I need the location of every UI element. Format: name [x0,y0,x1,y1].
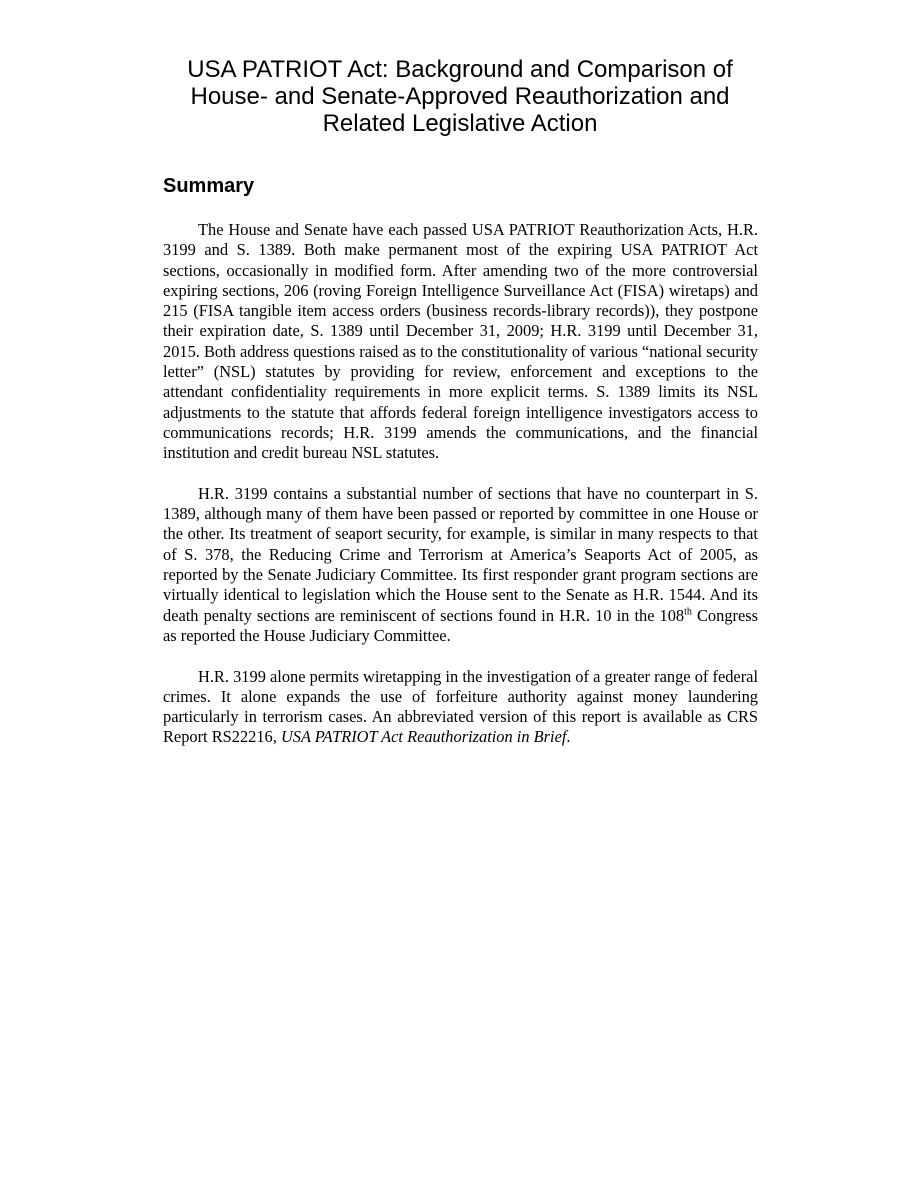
document-title [150,56,770,137]
title-line-2: House- and Senate-Approved Reauthorization and [190,83,730,110]
report-title-reference: USA PATRIOT Act Reauthorization in Brief [280,727,567,747]
paragraph-2-text-end: Congress as reported the House Judiciary Committee. [163,605,759,645]
paragraph-3-text: H.R. 3199 alone permits wiretapping in the investigation of a greater range of federal crimes. It alone expands the use of forfeiture authority against money laundering particularly in terrorism cases. An abbreviated version of this report is available as CRS Report RS22216, [163,666,758,747]
ordinal-superscript: th [684,606,692,618]
summary-paragraph-1: The House and Senate have each passed USA PATRIOT Reauthorization Acts, H.R. 3199 and S. 1389. Both make permanent most of the expiring USA PATRIOT Act sections, occasionally in modified form. After amending two of the more controversial expiring sections, 206 (roving Foreign Intelligence Surveillance Act (FISA) wiretaps) and 215 (FISA tangible item access orders (business records-library records)), they postpone their expiration date, S. 1389 until December 31, 2009; H.R. 3199 until December 31, 2015. Both address questions raised as to the constitutionality of various “national security letter” (NSL) statutes by providing for review, enforcement and exceptions to the attendant confidentiality requirements in more explicit terms. S. 1389 limits its NSL adjustments to the statute that affords federal foreign intelligence investigators access to communications records; H.R. 3199 amends the communications, and the financial institution and credit bureau NSL statutes. [163,220,758,463]
summary-body [163,220,758,768]
paragraph-3-end: . [566,727,571,747]
summary-heading: Summary [163,175,255,197]
summary-paragraph-2 [163,484,758,646]
paragraph-2-text: H.R. 3199 contains a substantial number of sections that have no counterpart in S. 1389, although many of them have been passed or reported by committee in one House or the other. Its treatment of seaport security, for example, is similar in many respects to that of S. 378, the Reducing Crime and Terrorism at America’s Seaports Act of 2005, as reported by the Senate Judiciary Committee. Its first responder grant program sections are virtually identical to legislation which the House sent to the Senate as H.R. 1544. And its death penalty sections are reminiscent of sections found in H.R. 10 in the 108 [163,483,758,625]
title-line-3: Related Legislative Action [322,110,598,137]
title-line-1: USA PATRIOT Act: Background and Comparison of [187,56,733,83]
summary-paragraph-3 [163,667,758,748]
